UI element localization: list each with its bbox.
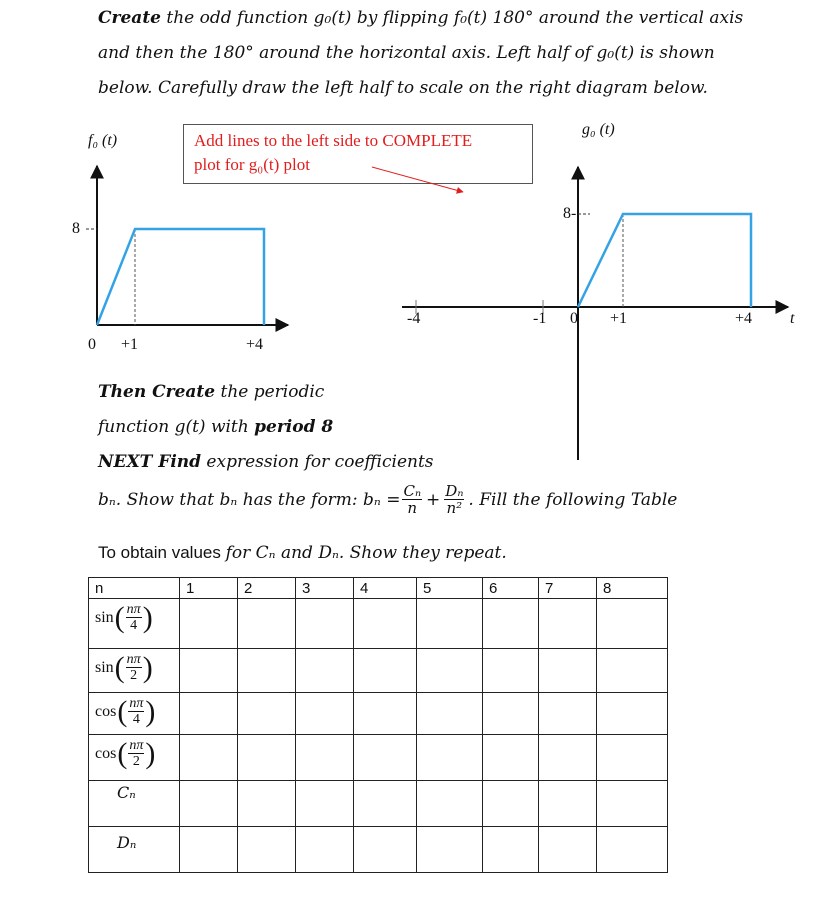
table-cell[interactable]	[539, 735, 597, 781]
table-cell[interactable]	[180, 649, 238, 693]
header-n	[89, 578, 180, 599]
bn-c-numerator: Cₙ	[403, 482, 422, 500]
header-col-1: 1	[186, 580, 195, 597]
left-waveform	[97, 229, 264, 325]
table-cell[interactable]	[417, 827, 483, 873]
row-label-dn	[89, 827, 180, 873]
table-cell[interactable]	[354, 649, 417, 693]
table-cell[interactable]	[180, 781, 238, 827]
bn-formula-suffix: . Fill the following Table	[468, 490, 678, 510]
left-x-tick-4: +4	[246, 336, 264, 353]
header-n-label: n	[95, 580, 104, 597]
table-cell[interactable]	[417, 781, 483, 827]
table-cell[interactable]	[597, 649, 668, 693]
table-cell[interactable]	[597, 781, 668, 827]
periodic-line-2	[98, 417, 333, 437]
right-x-tick-0: 0	[570, 310, 578, 327]
table-cell[interactable]	[539, 693, 597, 735]
bn-plus: +	[426, 490, 441, 510]
instruction-line-1-text: the odd function g₀(t) by flipping f₀(t) 180° around the vertical axis	[161, 8, 744, 28]
right-x-axis-name: t	[790, 310, 795, 327]
header-col	[417, 578, 483, 599]
instruction-create-bold: Create	[98, 8, 161, 28]
periodic-bold-period: period 8	[254, 417, 334, 437]
header-col	[354, 578, 417, 599]
table-cell[interactable]	[597, 693, 668, 735]
table-cell[interactable]	[483, 599, 539, 649]
left-x-tick-0: 0	[88, 336, 96, 353]
fraction-denominator: 4	[130, 618, 138, 633]
table-cell[interactable]	[354, 599, 417, 649]
table-cell[interactable]	[238, 693, 296, 735]
table-cell[interactable]	[417, 599, 483, 649]
obtain-rest: for Cₙ and Dₙ. Show they repeat.	[225, 543, 507, 563]
table-cell[interactable]	[483, 827, 539, 873]
table-cell[interactable]	[296, 735, 354, 781]
note-line-1: Add lines to the left side to COMPLETE	[194, 131, 473, 150]
table-cell[interactable]	[180, 735, 238, 781]
table-cell[interactable]	[296, 649, 354, 693]
fraction-denominator: 4	[132, 712, 140, 727]
table-cell[interactable]	[238, 827, 296, 873]
header-col-5: 5	[423, 580, 432, 597]
table-row	[89, 649, 668, 693]
table-cell[interactable]	[180, 827, 238, 873]
table-cell[interactable]	[417, 693, 483, 735]
periodic-line-3-text: expression for coefficients	[201, 452, 434, 472]
table-cell[interactable]	[597, 599, 668, 649]
table-cell[interactable]	[238, 735, 296, 781]
instruction-line-2: and then the 180° around the horizontal axis. Left half of g₀(t) is shown	[98, 43, 715, 63]
bn-d-denominator: n²	[446, 499, 463, 517]
periodic-line-1-text: the periodic	[215, 382, 325, 402]
row-label-cn	[89, 781, 180, 827]
header-col-2: 2	[244, 580, 253, 597]
table-cell[interactable]	[417, 649, 483, 693]
left-y-tick-8: 8	[72, 220, 80, 237]
table-cell[interactable]	[354, 693, 417, 735]
header-col	[483, 578, 539, 599]
table-cell[interactable]	[296, 827, 354, 873]
table-row	[89, 693, 668, 735]
fraction-denominator: 2	[130, 668, 138, 683]
fraction-numerator: nπ	[126, 652, 141, 667]
table-row	[89, 827, 668, 873]
right-x-tick-4: +4	[735, 310, 753, 327]
header-col	[539, 578, 597, 599]
header-col-7: 7	[545, 580, 554, 597]
table-row	[89, 781, 668, 827]
table-cell[interactable]	[417, 735, 483, 781]
header-col	[238, 578, 296, 599]
fn-name: sin	[95, 609, 114, 626]
table-cell[interactable]	[483, 781, 539, 827]
bn-d-numerator: Dₙ	[445, 482, 464, 500]
table-cell[interactable]	[354, 827, 417, 873]
periodic-bold-next-find: NEXT Find	[98, 452, 202, 472]
obtain-line	[98, 543, 507, 563]
fraction-denominator: 2	[132, 754, 140, 769]
periodic-line-3	[98, 452, 434, 472]
right-x-tick-1: +1	[610, 310, 628, 327]
table-cell[interactable]	[597, 827, 668, 873]
fn-name: sin	[95, 659, 114, 676]
periodic-bold-then-create: Then Create	[98, 382, 216, 402]
fraction-numerator: nπ	[129, 696, 144, 711]
header-col-3: 3	[302, 580, 311, 597]
table-cell[interactable]	[539, 827, 597, 873]
row-label-sin-npi-2: sin ( $\frac{n\pi}{2}$ )	[89, 649, 180, 693]
header-col	[296, 578, 354, 599]
fraction-numerator: nπ	[126, 602, 141, 617]
table-cell[interactable]	[483, 649, 539, 693]
fraction-numerator: nπ	[129, 738, 144, 753]
table-row	[89, 735, 668, 781]
periodic-line-1	[98, 382, 324, 402]
table-cell[interactable]	[296, 693, 354, 735]
obtain-prefix: To obtain values	[98, 543, 226, 562]
left-x-tick-1: +1	[121, 336, 139, 353]
note-line-2: plot for g₀(t) plot	[194, 155, 310, 174]
table-cell[interactable]	[597, 735, 668, 781]
row-label-sin-npi-4: sin ( $\frac{n\pi}{4}$ )	[89, 599, 180, 649]
dn-label: Dₙ	[117, 833, 137, 852]
table-header-row	[89, 578, 668, 599]
table-cell[interactable]	[354, 735, 417, 781]
table-cell[interactable]	[180, 599, 238, 649]
row-label-cos-npi-4: cos ( $\frac{n\pi}{4}$ )	[89, 693, 180, 735]
table-cell[interactable]	[238, 599, 296, 649]
fn-name: cos	[95, 703, 117, 720]
right-y-tick-8: 8-	[563, 205, 577, 222]
table-cell[interactable]	[180, 693, 238, 735]
header-col-4: 4	[360, 580, 369, 597]
left-y-label: f₀ (t)	[88, 132, 118, 149]
header-col-8: 8	[603, 580, 612, 597]
bn-c-denominator: n	[407, 499, 418, 517]
table-cell[interactable]	[238, 649, 296, 693]
cn-label: Cₙ	[117, 783, 136, 802]
bn-c-fraction	[402, 484, 422, 516]
table-row	[89, 599, 668, 649]
header-col	[180, 578, 238, 599]
right-waveform	[578, 214, 751, 307]
row-label-cos-npi-2: cos ( $\frac{n\pi}{2}$ )	[89, 735, 180, 781]
periodic-line-2-text: function g(t) with	[98, 417, 255, 437]
bn-formula-prefix: bₙ. Show that bₙ has the form: bₙ =	[98, 490, 401, 510]
table-cell[interactable]	[296, 599, 354, 649]
coefficient-table	[88, 577, 668, 873]
right-y-label: g₀ (t)	[582, 121, 615, 138]
table-cell[interactable]	[483, 693, 539, 735]
table-cell[interactable]	[483, 735, 539, 781]
right-x-tick-minus4: -4	[407, 310, 421, 327]
table-cell[interactable]	[238, 781, 296, 827]
table-cell[interactable]	[539, 781, 597, 827]
instruction-line-3: below. Carefully draw the left half to scale on the right diagram below.	[98, 78, 708, 98]
table-cell[interactable]	[296, 781, 354, 827]
fn-name: cos	[95, 745, 117, 762]
header-col	[597, 578, 668, 599]
header-col-6: 6	[489, 580, 498, 597]
note-arrow	[372, 167, 463, 192]
table-cell[interactable]	[354, 781, 417, 827]
table-cell[interactable]	[539, 649, 597, 693]
table-cell[interactable]	[539, 599, 597, 649]
bn-formula-line	[98, 484, 677, 516]
bn-d-fraction	[444, 484, 464, 516]
right-x-tick-minus1: -1	[533, 310, 547, 327]
